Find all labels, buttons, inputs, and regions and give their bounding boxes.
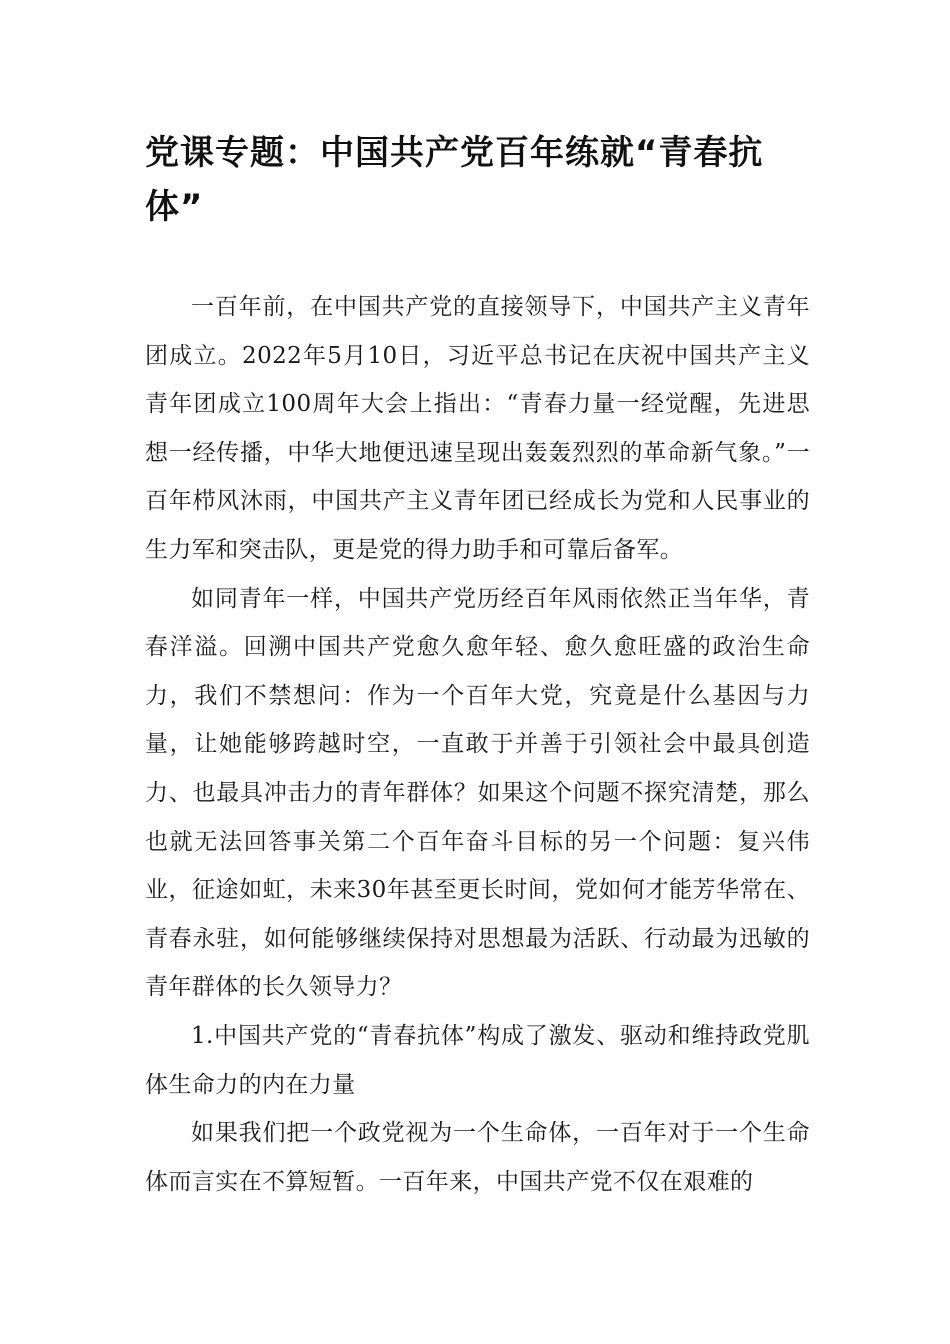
document-title: 党课专题：中国共产党百年练就“青春抗体” [145, 133, 764, 227]
paragraph-section-1: 如果我们把一个政党视为一个生命体，一百年对于一个生命体而言实在不算短暂。一百年来，中国共产党不仅在艰难的 [145, 1120, 810, 1195]
paragraph-question: 如同青年一样，中国共产党历经百年风雨依然正当年华，青春洋溢。回溯中国共产党愈久愈年轻、愈久愈旺盛的政治生命力，我们不禁想问：作为一个百年大党，究竟是什么基因与力量，让她能够跨越时空，一直敢于并善于引领社会中最具创造力、也最具冲击力的青年群体？如果这个问题不探究清楚，那么也就无法回答事关第二个百年奋斗目标的另一个问题：复兴伟业，征途如虹，未来30年甚至更长时间，党如何才能芳华常在、青春永驻，如何能够继续保持对思想最为活跃、行动最为迅敏的青年群体的长久领导力？ [145, 585, 810, 1001]
document-body [145, 283, 810, 1206]
section-heading-1: 1.中国共产党的“青春抗体”构成了激发、驱动和维持政党肌体生命力的内在力量 [145, 1022, 810, 1098]
paragraph-intro: 一百年前，在中国共产党的直接领导下，中国共产主义青年团成立。2022年5月10日，习近平总书记在庆祝中国共产主义青年团成立100周年大会上指出：“青春力量一经觉醒，先进思想一经传播，中华大地便迅速呈现出轰轰烈烈的革命新气象。”一百年栉风沐雨，中国共产主义青年团已经成长为党和人民事业的生力军和突击队，更是党的得力助手和可靠后备军。 [145, 294, 810, 563]
